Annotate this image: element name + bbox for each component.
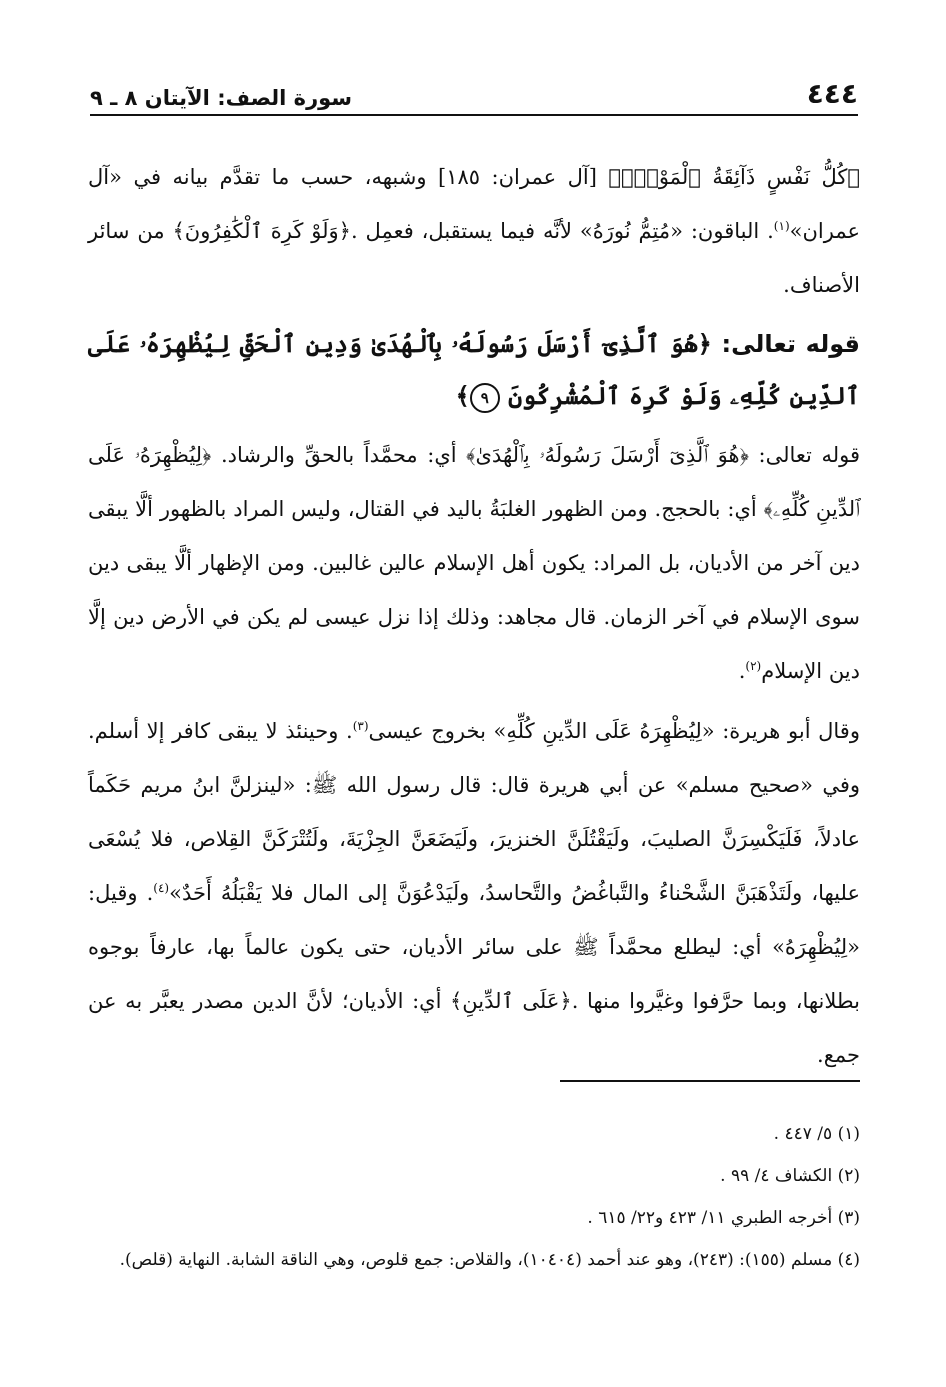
footnote-ref-4: (٤) [153, 881, 170, 895]
footnotes [86, 1118, 860, 1286]
footnote-4: (٤) مسلم (١٥٥): (٢٤٣)، وهو عند أحمد (١٠٤٠٤)، والقلاص: جمع قلوص، وهي الناقة الشابة. النهاية (قلص). [119, 1250, 860, 1270]
ayah-number-marker: ٩ [470, 383, 500, 413]
verse-heading [88, 318, 860, 422]
paragraph-2-text: قوله تعالى: ﴿هُوَ ٱلَّذِىٓ أَرْسَلَ رَسُولَهُۥ بِٱلْهُدَىٰ﴾ أي: محمَّداً بالحقِّ والرشاد. ﴿لِيُظْهِرَهُۥ عَلَى ٱلدِّينِ كُلِّهِۦ﴾ أي: بالحجج. ومن الظهور الغلبَةُ باليد في القتال، وليس المراد بالظهور ألَّا يبقى دين آخر من الأديان، بل المراد: يكون أهل الإسلام عالين غالبين. ومن الإظهار ألَّا يبقى دين سوى الإسلام في آخر الزمان. قال مجاهد: وذلك إذا نزل عيسى لم يكن في الأرض دين إلَّا دين الإسلام [88, 443, 860, 683]
footnote-ref-1: (١) [773, 219, 790, 233]
paragraph-1-text-cont: . الباقون: «مُتِمُّ نُورَهُ» لأنَّه فيما يستقبل، فعمِل .﴿وَلَوْ كَرِهَ ٱلْكَٰفِرُونَ﴾ من سائر الأصناف. [88, 219, 860, 297]
footnote-1: (١) ٥/ ٤٤٧ . [773, 1124, 860, 1144]
verse-close-bracket: ﴾ [455, 381, 470, 410]
running-title: سورة الصف: الآيتان ٨ ـ ٩ [90, 86, 352, 110]
verse-heading-lead: قوله تعالى: [721, 330, 861, 358]
paragraph-3-text-cont: . وحينئذ لا يبقى كافر إلا أسلم. وفي «صحيح مسلم» عن أبي هريرة قال: قال رسول الله ﷺ: «لينزلنَّ ابنُ مريم حَكَماً عادلاً، فَلَيَكْسِرَنَّ الصليبَ، ولَيَقْتُلَنَّ الخنزيرَ، ولَيَضَعَنَّ الجِزْيَةَ، ولَتُتْرَكَنَّ القِلاص، فلا يُسْعَى عليها، ولَتَذْهَبَنَّ الشَّحْناءُ والتَّباغُضُ والتَّحاسدُ، ولَيَدْعُوَنَّ إلى المال فلا يَقْبَلُهُ أَحَدٌ» [88, 719, 860, 905]
paragraph-2 [88, 428, 860, 698]
paragraph-3 [88, 704, 860, 1082]
paragraph-2-end: . [738, 659, 746, 683]
footnote-separator [560, 1080, 860, 1082]
page-number: ٤٤٤ [806, 77, 858, 110]
paragraph-1 [88, 150, 860, 312]
paragraph-1-text: ﴿كُلُّ نَفْسٍ ذَآئِقَةُ ٱلْمَوْتِۗ﴾ [آل عمران: ١٨٥] وشبهه، حسب ما تقدَّم بيانه في «آل عمران» [88, 165, 861, 243]
page-header [90, 70, 858, 116]
footnote-ref-2: (٢) [745, 659, 762, 673]
main-text [88, 150, 860, 1088]
verse-text: ﴿هُوَ ٱلَّذِىٓ أَرْسَلَ رَسُولَهُۥ بِٱلْهُدَىٰ وَدِينِ ٱلْحَقِّ لِيُظْهِرَهُۥ عَلَى ٱلدِّينِ كُلِّهِۦ وَلَوْ كَرِهَ ٱلْمُشْرِكُونَ [88, 329, 860, 410]
paragraph-3-text-end: . وقيل: «لِيُظْهِرَهُ» أي: ليطلع محمَّداً ﷺ على سائر الأديان، حتى يكون عالماً بها، عارفاً بوجوه بطلانها، وبما حرَّفوا وغيَّروا منها .﴿عَلَى ٱلدِّينِ﴾ أي: الأديان؛ لأنَّ الدين مصدر يعبَّر به عن جمع. [88, 881, 860, 1067]
paragraph-3-text: وقال أبو هريرة: «لِيُظْهِرَهُ عَلَى الدِّينِ كُلِّهِ» بخروج عيسى [368, 719, 860, 743]
footnote-2: (٢) الكشاف ٤/ ٩٩ . [720, 1166, 860, 1186]
footnote-ref-3: (٣) [352, 719, 369, 733]
footnote-3: (٣) أخرجه الطبري ١١/ ٤٢٣ و٢٢/ ٦١٥ . [587, 1208, 860, 1228]
